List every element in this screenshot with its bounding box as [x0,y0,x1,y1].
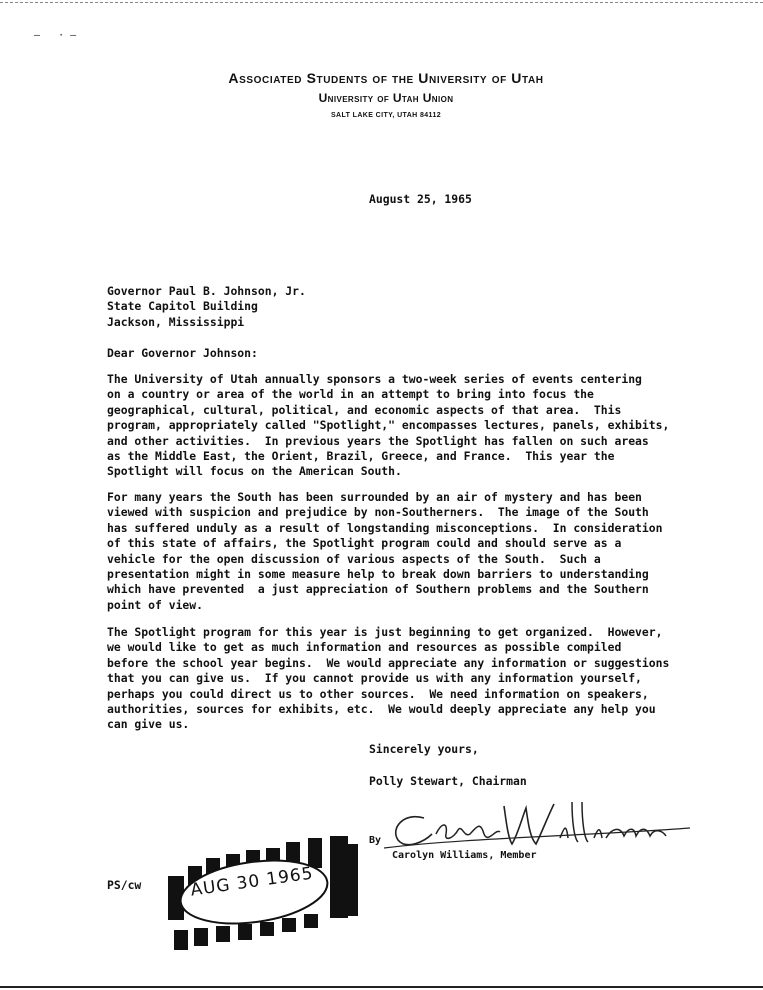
typist-initials: PS/cw [107,878,142,892]
member-line: Carolyn Williams, Member [392,850,537,861]
page-bottom-edge [0,986,763,988]
letter-date: August 25, 1965 [369,192,472,206]
recipient-address [107,284,306,330]
stamp-date: AUG 30 1965 [189,863,315,901]
letterhead-organization: Associated Students of the University of Utah [228,70,544,86]
letterhead-union: University of Utah Union [318,91,454,105]
body-paragraph-3: The Spotlight program for this year is just beginning to get organized. However, we would like to get as much information and resources as possible compiled before the school year begins. We would appreciate any information or suggestions that you can give us. If you cannot provide us with any information yourself, perhaps you could direct us to other sources. We need information on speakers, authorities, sources for exhibits, etc. We would deeply appreciate any help you can give us. [107,625,670,732]
recipient-building: State Capitol Building [107,299,258,314]
scan-specks: – · – [34,30,77,41]
perforated-top-edge [0,2,763,3]
recipient-city: Jackson, Mississippi [107,314,245,329]
recipient-name: Governor Paul B. Johnson, Jr. [107,284,306,298]
closing: Sincerely yours, [369,742,479,756]
signer-name: Polly Stewart, Chairman [369,774,527,788]
by-label: By [369,835,382,846]
body-paragraph-2: For many years the South has been surrounded by an air of mystery and has been viewed with suspicion and prejudice by non-Southerners. The image of the South has suffered unduly as a result of longstanding misconceptions. In consideration of this state of affairs, the Spotlight program could and should serve as a vehicle for the open discussion of various aspects of the South. Such a presentation might in some measure help to break down barriers to understanding which have prevented a just appreciation of Southern problems and the Southern point of view. [107,490,663,612]
letterhead [176,70,596,119]
salutation: Dear Governor Johnson: [107,346,258,360]
body-paragraph-1: The University of Utah annually sponsors a two-week series of events centering on a country or area of the world in an attempt to bring into focus the geographical, cultural, political, and economic aspects of that area. This program, appropriately called "Spotlight," encompasses lectures, panels, exhibits, and other activities. In previous years the Spotlight has fallen on such areas as the Middle East, the Orient, Brazil, Greece, and France. This year the Spotlight will focus on the American South. [107,372,670,479]
letterhead-city: SALT LAKE CITY, UTAH 84112 [330,112,442,119]
